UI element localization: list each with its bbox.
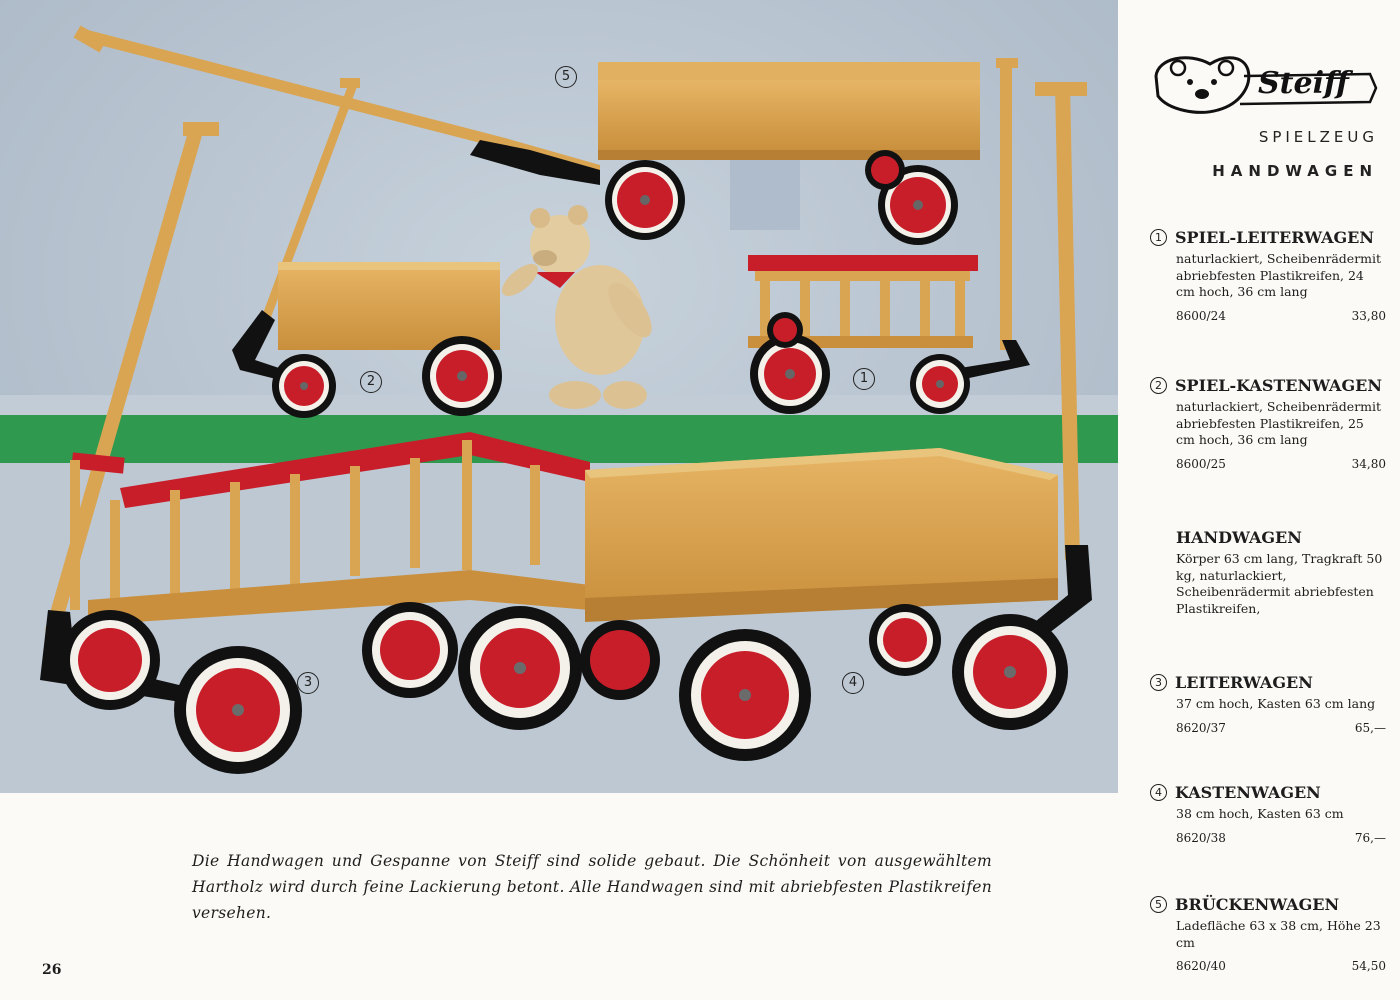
entry-price: 54,50 xyxy=(1351,959,1386,973)
entry-title: HANDWAGEN xyxy=(1176,528,1302,547)
entry-title: SPIEL-LEITERWAGEN xyxy=(1175,228,1374,247)
pedestal xyxy=(730,150,800,230)
entry-description: Ladefläche 63 x 38 cm, Höhe 23 cm xyxy=(1176,918,1381,950)
entry-description: 38 cm hoch, Kasten 63 cm xyxy=(1176,806,1344,821)
steiff-logo xyxy=(1148,46,1378,120)
entry-4 xyxy=(1150,783,1386,845)
entry-description: Körper 63 cm lang, Tragkraft 50 kg, naturlackiert, Scheibenrädermit abriebfesten Plastikreifen, xyxy=(1176,551,1383,616)
entry-number: 2 xyxy=(1150,377,1167,394)
callout-1: 1 xyxy=(853,368,875,390)
entry-code: 8620/38 xyxy=(1176,830,1226,845)
callout-3: 3 xyxy=(297,672,319,694)
page-number: 26 xyxy=(42,962,62,978)
entry-price: 65,— xyxy=(1354,720,1386,735)
entry-description: naturlackiert, Scheibenrädermit abriebfesten Plastikreifen, 24 cm hoch, 36 cm lang xyxy=(1176,251,1382,299)
catalog-sidebar xyxy=(1140,0,1390,1000)
entry-title: SPIEL-KASTENWAGEN xyxy=(1175,376,1382,395)
entry-number: 4 xyxy=(1150,784,1167,801)
entry-code: 8620/40 xyxy=(1176,959,1226,973)
callout-5: 5 xyxy=(555,66,577,88)
logo-text: Steiff xyxy=(1258,66,1349,101)
section-title: HANDWAGEN xyxy=(1212,162,1378,180)
callout-2: 2 xyxy=(360,371,382,393)
entry-handwagen xyxy=(1150,528,1386,617)
entry-price: 76,— xyxy=(1354,830,1386,845)
entry-1 xyxy=(1150,228,1386,323)
entry-code: 8600/25 xyxy=(1176,456,1226,471)
entry-price: 34,80 xyxy=(1351,456,1386,471)
callout-4: 4 xyxy=(842,672,864,694)
entry-description: naturlackiert, Scheibenrädermit abriebfesten Plastikreifen, 25 cm hoch, 36 cm lang xyxy=(1176,399,1382,447)
entry-2 xyxy=(1150,376,1386,471)
entry-title: KASTENWAGEN xyxy=(1175,783,1321,802)
entry-code: 8600/24 xyxy=(1176,308,1226,323)
entry-price: 33,80 xyxy=(1351,308,1386,323)
entry-code: 8620/37 xyxy=(1176,720,1226,735)
brand-subtitle: SPIELZEUG xyxy=(1258,128,1378,146)
caption: Die Handwagen und Gespanne von Steiff sind solide gebaut. Die Schönheit von ausgewähltem Hartholz wird durch feine Lackierung betont. Alle Handwagen sind mit abriebfesten Plastikreifen versehen. xyxy=(192,852,992,922)
entry-number: 1 xyxy=(1150,229,1167,246)
entry-title: LEITERWAGEN xyxy=(1175,673,1313,692)
entry-3 xyxy=(1150,673,1386,735)
entry-5 xyxy=(1150,895,1386,973)
entry-description: 37 cm hoch, Kasten 63 cm lang xyxy=(1176,696,1376,711)
entry-number: 5 xyxy=(1150,896,1167,913)
entry-title: BRÜCKENWAGEN xyxy=(1175,895,1340,914)
entry-number: 3 xyxy=(1150,674,1167,691)
